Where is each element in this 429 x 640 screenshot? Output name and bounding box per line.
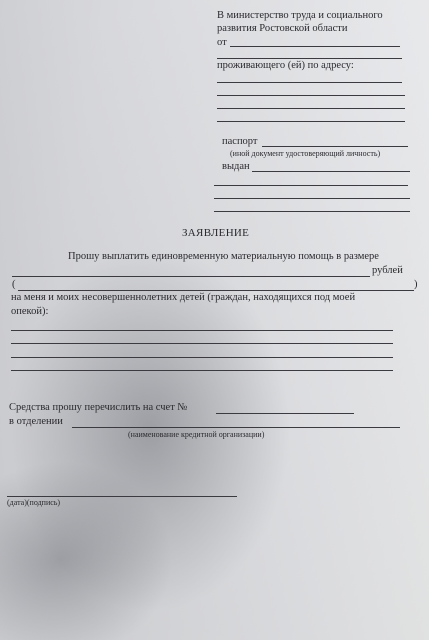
children-list-line-2 xyxy=(11,343,393,344)
children-list-line-3 xyxy=(11,357,393,358)
address-line-2 xyxy=(217,95,405,96)
document-title: ЗАЯВЛЕНИЕ xyxy=(182,227,250,239)
amount-words-line xyxy=(18,290,414,291)
passport-line xyxy=(262,146,408,147)
address-line-4 xyxy=(217,121,405,122)
addressee-line-2: развития Ростовской области xyxy=(217,23,348,34)
branch-label: в отделении xyxy=(9,416,63,427)
addressee-line-1: В министерство труда и социального xyxy=(217,10,383,21)
open-paren: ( xyxy=(12,279,16,290)
from-line xyxy=(230,46,400,47)
from-line-2 xyxy=(217,58,402,59)
issued-label: выдан xyxy=(222,161,250,172)
bank-note: (наименование кредитной организации) xyxy=(128,430,265,439)
account-number-line xyxy=(216,413,354,414)
passport-note: (иной документ удостоверяющий личность) xyxy=(230,149,381,158)
children-list-line-1 xyxy=(11,330,393,331)
passport-label: паспорт xyxy=(222,136,258,147)
rubles-label: рублей xyxy=(372,265,403,276)
transfer-text: Средства прошу перечислить на счет № xyxy=(9,402,188,413)
address-line-1 xyxy=(217,82,402,83)
address-label: проживающего (ей) по адресу: xyxy=(217,60,354,71)
amount-line xyxy=(12,276,370,277)
close-paren: ) xyxy=(414,279,418,290)
issued-line-3 xyxy=(214,198,410,199)
date-signature-line xyxy=(7,496,237,497)
children-line-2: опекой): xyxy=(11,306,49,317)
issued-line-4 xyxy=(214,211,410,212)
issued-line xyxy=(252,171,410,172)
bank-name-line xyxy=(72,427,400,428)
children-line-1: на меня и моих несовершеннолетних детей (граждан, находящихся под моей xyxy=(11,292,356,303)
issued-line-2 xyxy=(214,185,408,186)
children-list-line-4 xyxy=(11,370,393,371)
request-text: Прошу выплатить единовременную материальную помощь в размере xyxy=(68,251,379,262)
address-line-3 xyxy=(217,108,405,109)
date-signature-label: (дата)(подпись) xyxy=(7,498,61,507)
from-label: от xyxy=(217,37,227,48)
